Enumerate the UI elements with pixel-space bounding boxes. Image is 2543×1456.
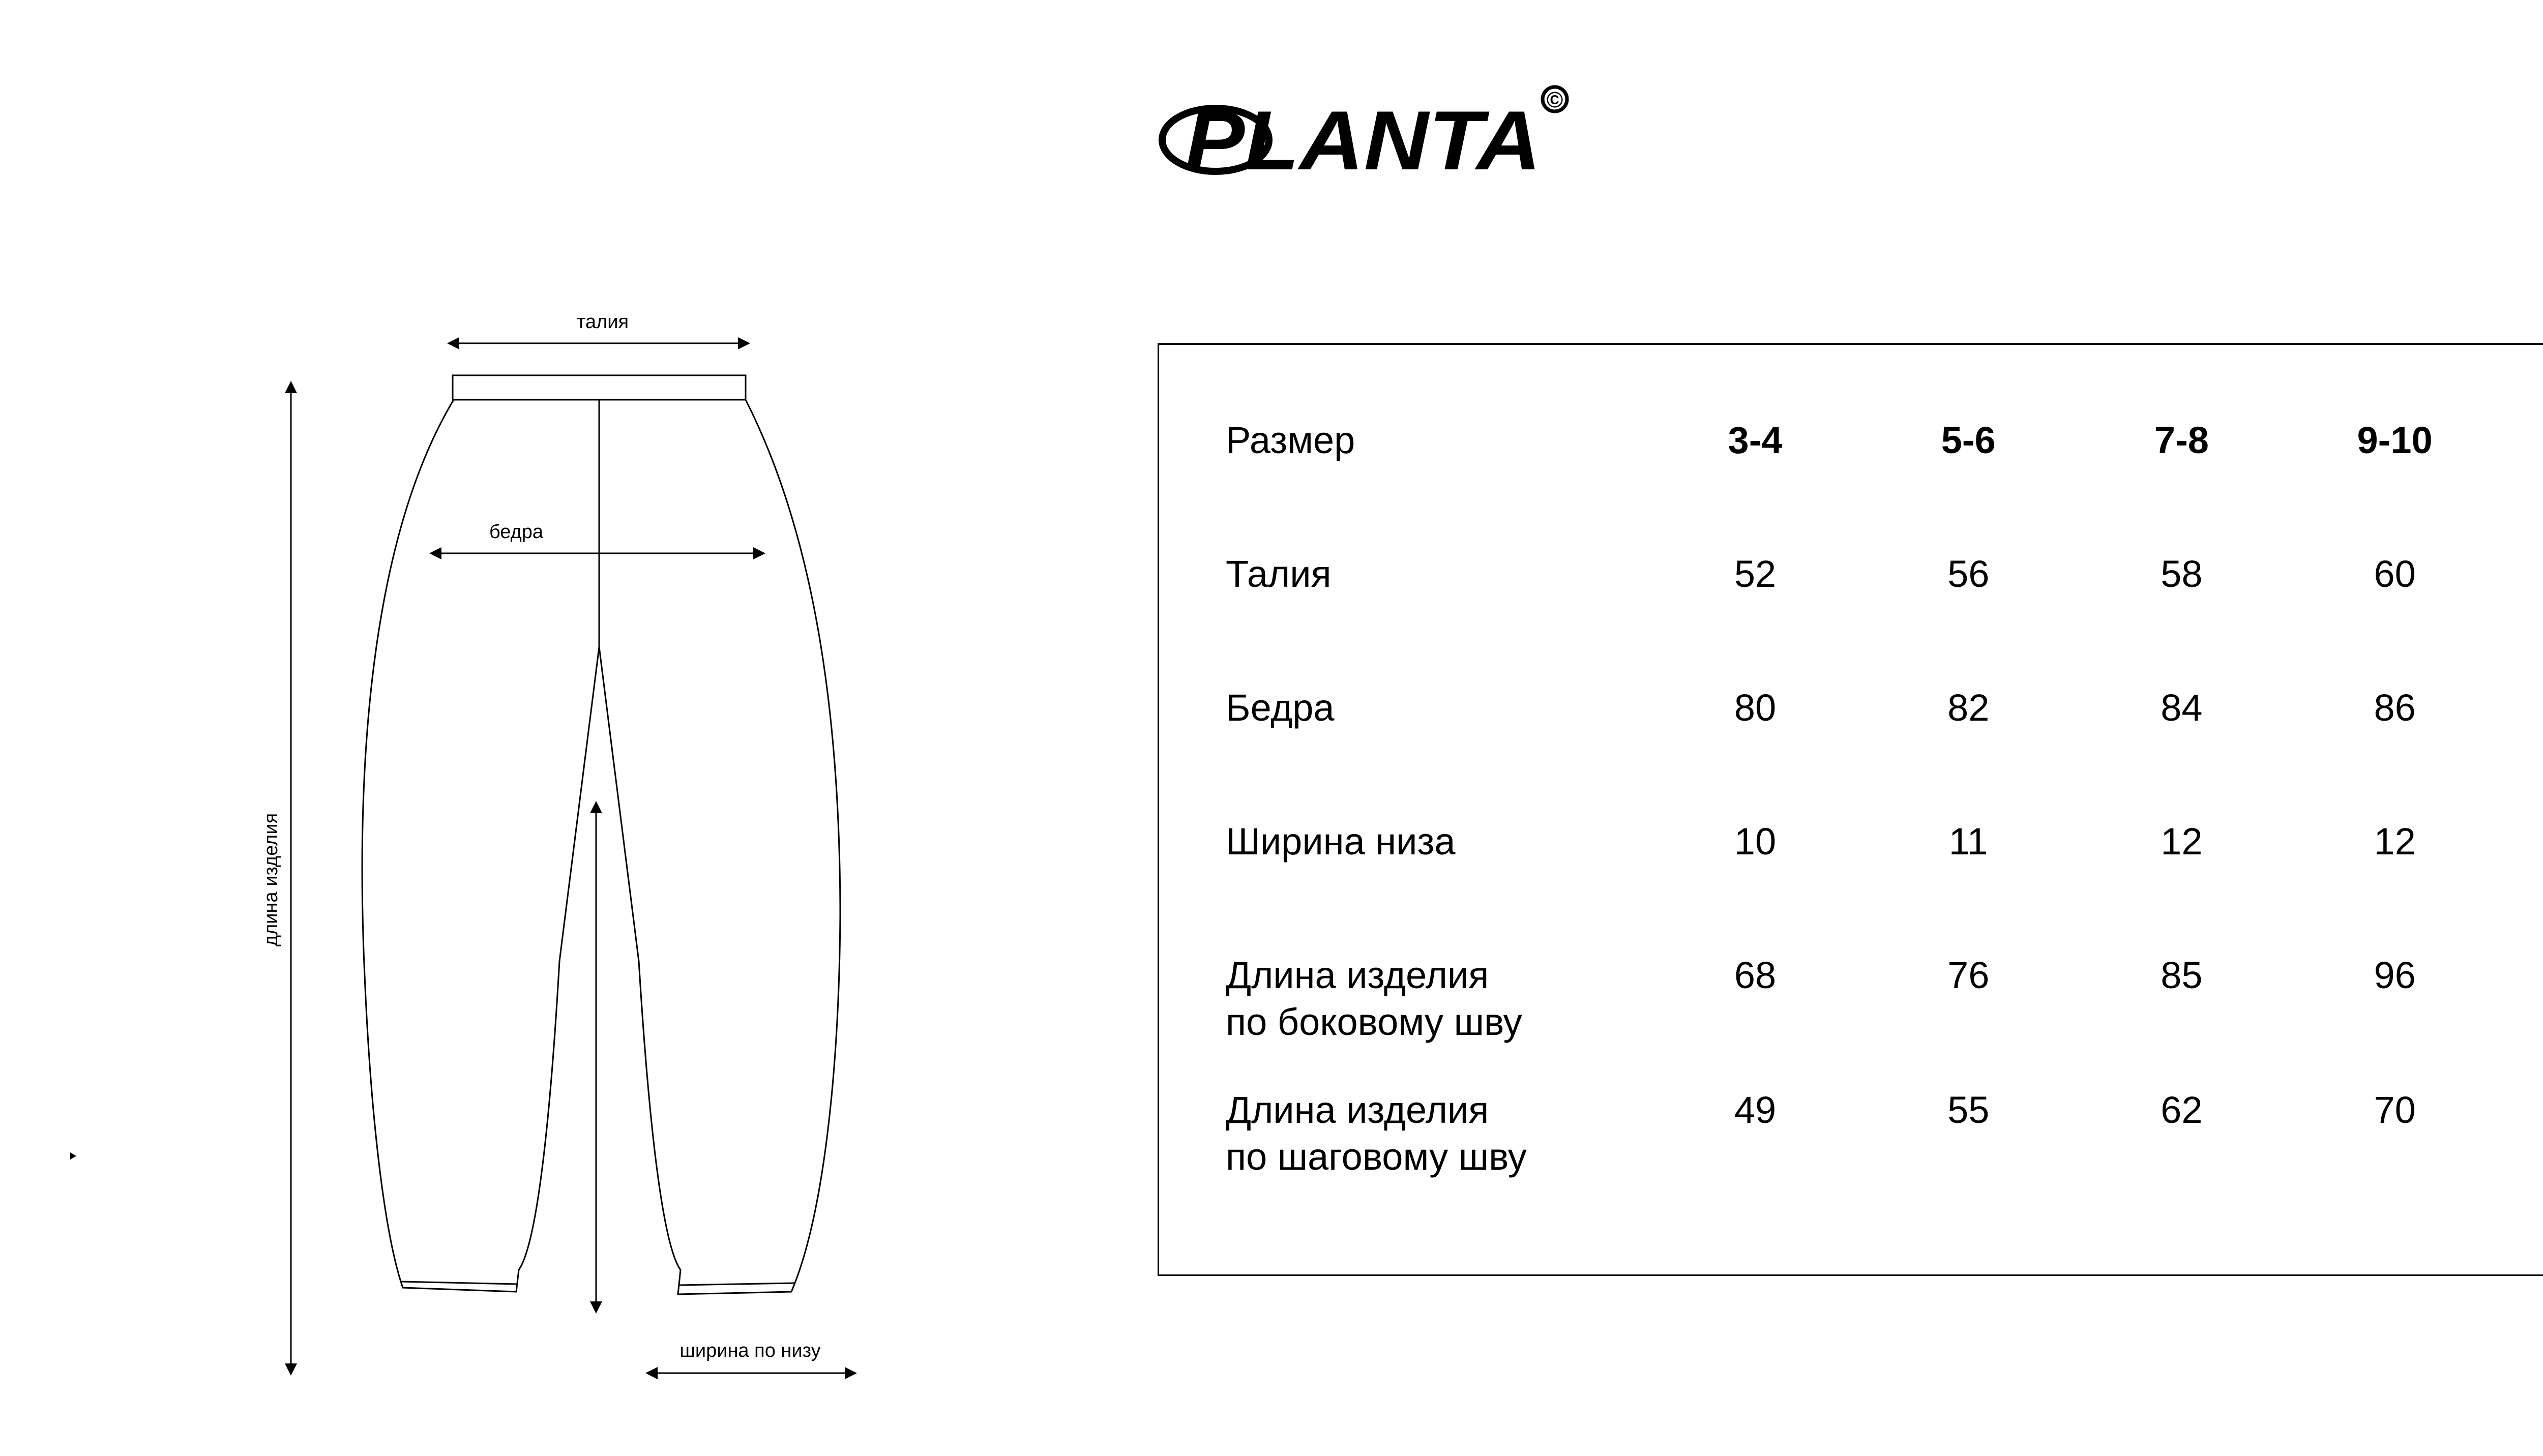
value-cell — [2501, 952, 2543, 1087]
value-cell: 55 — [1947, 1089, 1990, 1131]
value-cell: 11 — [1948, 820, 1988, 863]
size-cell: 7-8 — [2154, 419, 2209, 461]
size-cell: 9-10 — [2357, 419, 2433, 461]
waist-label: талия — [576, 311, 629, 333]
table-row — [1226, 818, 2543, 952]
row-label-line: по боковому шву — [1226, 1001, 1522, 1043]
size-table — [1226, 417, 2543, 1222]
row-label-line: Длина изделия — [1226, 954, 1489, 996]
value-cell — [2501, 818, 2543, 952]
hips-label: бедра — [489, 521, 544, 543]
pants-diagram — [0, 0, 1017, 1456]
value-cell: 68 — [1734, 954, 1777, 996]
value-cell: 76 — [1947, 954, 1990, 996]
table-row — [1226, 685, 2543, 818]
length-label: длина изделия — [260, 813, 282, 947]
size-cell: 5-6 — [1941, 419, 1996, 461]
value-cell: 96 — [2374, 954, 2416, 996]
table-row — [1226, 1087, 2543, 1222]
value-cell: 52 — [1734, 553, 1777, 595]
size-cell: 3-4 — [1728, 419, 1783, 461]
table-header-row — [1226, 417, 2543, 551]
value-cell: 86 — [2374, 687, 2416, 729]
copyright-mark: © — [1546, 87, 1563, 112]
table-row — [1226, 551, 2543, 685]
left-cuff-line — [400, 1282, 517, 1284]
value-cell: 10 — [1734, 820, 1777, 863]
value-cell: 70 — [2374, 1089, 2416, 1131]
value-cell: 56 — [1947, 553, 1990, 595]
value-cell: 80 — [1734, 687, 1777, 729]
value-cell: 62 — [2161, 1089, 2203, 1131]
row-label: Бедра — [1226, 687, 1335, 729]
row-label-line: Длина изделия — [1226, 1089, 1489, 1131]
waistband — [453, 375, 746, 400]
value-cell: 58 — [2161, 553, 2203, 595]
row-label-line: по шаговому шву — [1226, 1136, 1527, 1178]
value-cell — [2501, 1087, 2543, 1222]
value-cell: 12 — [2161, 820, 2203, 863]
pants-outline — [362, 400, 840, 1294]
row-label: Ширина низа — [1226, 820, 1456, 863]
logo-text: PLANTA — [1185, 94, 1541, 187]
value-cell — [2501, 551, 2543, 685]
value-cell: 84 — [2161, 687, 2203, 729]
value-cell: 49 — [1734, 1089, 1777, 1131]
value-cell: 60 — [2374, 553, 2416, 595]
value-cell — [2501, 685, 2543, 818]
value-cell: 12 — [2374, 820, 2416, 863]
size-cell — [2501, 417, 2543, 551]
stray-mark — [70, 1152, 76, 1160]
row-label — [1226, 1087, 1648, 1222]
value-cell: 82 — [1947, 687, 1990, 729]
right-cuff-line — [679, 1283, 794, 1285]
row-label: Талия — [1226, 553, 1332, 595]
table-row — [1226, 952, 2543, 1087]
row-label — [1226, 952, 1648, 1087]
value-cell: 85 — [2161, 954, 2203, 996]
header-label: Размер — [1226, 419, 1355, 461]
hem-label: ширина по низу — [679, 1340, 821, 1361]
planta-logo — [1155, 76, 1582, 188]
